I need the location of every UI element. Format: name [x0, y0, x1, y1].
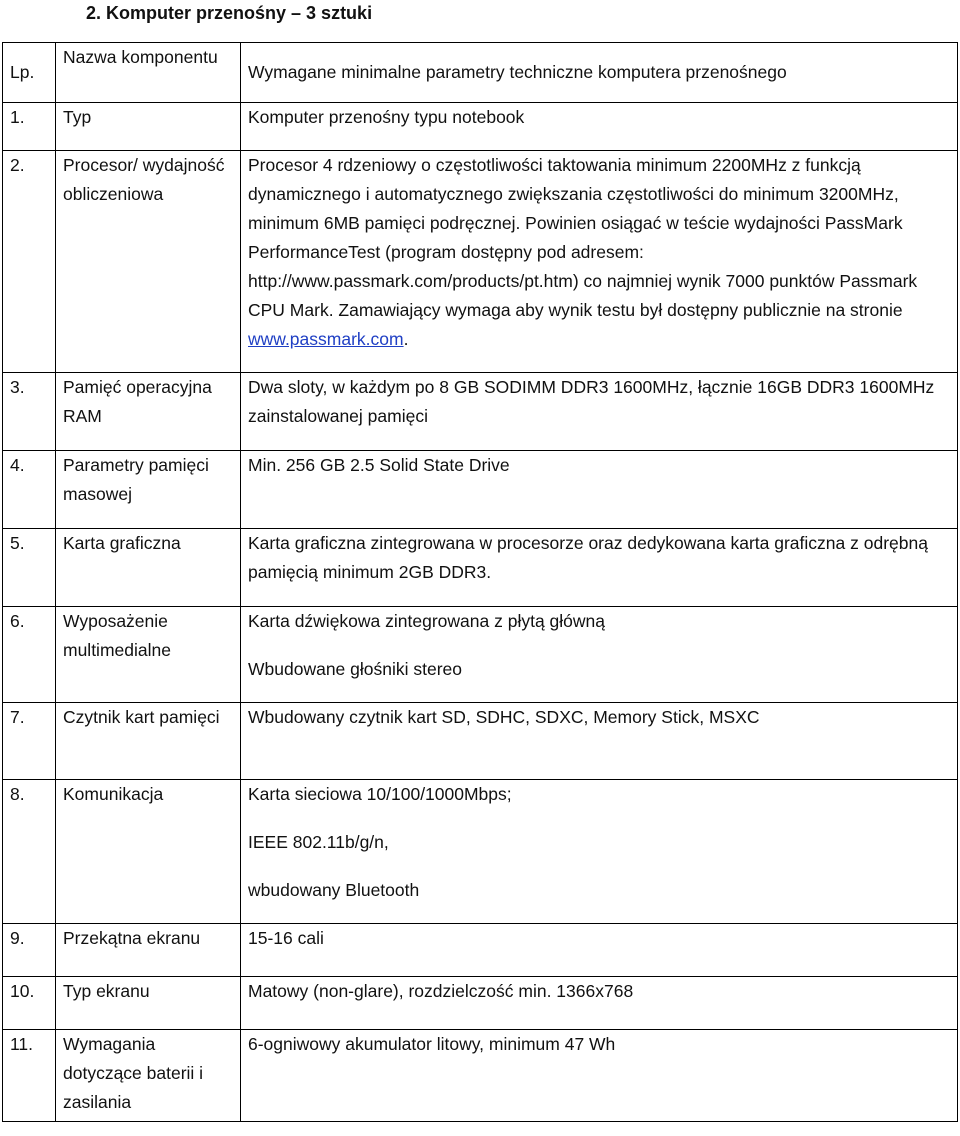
table-row: [3, 103, 958, 151]
component-name: Karta graficzna: [56, 529, 241, 607]
table-row: [3, 1030, 958, 1122]
component-requirements: [241, 151, 958, 373]
table-row: [3, 529, 958, 607]
table-row: [3, 607, 958, 703]
row-number: 7.: [3, 703, 56, 780]
row-number: 10.: [3, 977, 56, 1030]
component-requirements: [241, 780, 958, 924]
row-number: 6.: [3, 607, 56, 703]
component-requirements: [241, 607, 958, 703]
table-header-row: [3, 43, 958, 103]
component-name: Wyposażenie multimedialne: [56, 607, 241, 703]
header-lp: Lp.: [3, 43, 56, 103]
specification-table: [2, 42, 958, 1122]
table-row: [3, 373, 958, 451]
requirements-tail: .: [403, 329, 409, 349]
component-requirements: 6-ogniwowy akumulator litowy, minimum 47 Wh: [241, 1030, 958, 1122]
row-number: 2.: [3, 151, 56, 373]
requirements-line: Wbudowane głośniki stereo: [248, 659, 463, 679]
table-row: [3, 977, 958, 1030]
requirements-text: Procesor 4 rdzeniowy o częstotliwości taktowania minimum 2200MHz z funkcją dynamicznego i automatycznego zwiększania częstotliwości do minimum 3200MHz, minimum 6MB pamięci podręcznej. Powinien osiągać w teście wydajności PassMark PerformanceTest (program dostępny pod adresem: http://www.passmark.com/products/pt.htm) co najmniej wynik 7000 punktów Passmark CPU Mark. Zamawiający wymaga aby wynik testu był dostępny publicznie na stronie: [248, 155, 918, 320]
component-name: Typ: [56, 103, 241, 151]
row-number: 11.: [3, 1030, 56, 1122]
component-requirements: Wbudowany czytnik kart SD, SDHC, SDXC, Memory Stick, MSXC: [241, 703, 958, 780]
table-row: [3, 151, 958, 373]
header-requirements: Wymagane minimalne parametry techniczne komputera przenośnego: [241, 43, 958, 103]
header-component-name: Nazwa komponentu: [56, 43, 241, 103]
table-row: [3, 451, 958, 529]
component-name: Parametry pamięci masowej: [56, 451, 241, 529]
component-name: Pamięć operacyjna RAM: [56, 373, 241, 451]
passmark-link[interactable]: www.passmark.com: [248, 329, 404, 349]
requirements-line: wbudowany Bluetooth: [248, 880, 420, 900]
component-name: Wymagania dotyczące baterii i zasilania: [56, 1030, 241, 1122]
row-number: 5.: [3, 529, 56, 607]
component-requirements: 15-16 cali: [241, 924, 958, 977]
requirements-line: Karta sieciowa 10/100/1000Mbps;: [248, 784, 512, 804]
requirements-line: IEEE 802.11b/g/n,: [248, 832, 389, 852]
row-number: 8.: [3, 780, 56, 924]
section-heading: 2. Komputer przenośny – 3 sztuki: [86, 3, 373, 23]
component-requirements: Min. 256 GB 2.5 Solid State Drive: [241, 451, 958, 529]
row-number: 1.: [3, 103, 56, 151]
component-requirements: Karta graficzna zintegrowana w procesorze oraz dedykowana karta graficzna z odrębną pamięcią minimum 2GB DDR3.: [241, 529, 958, 607]
component-name: Czytnik kart pamięci: [56, 703, 241, 780]
component-requirements: Dwa sloty, w każdym po 8 GB SODIMM DDR3 1600MHz, łącznie 16GB DDR3 1600MHz zainstalowanej pamięci: [241, 373, 958, 451]
row-number: 9.: [3, 924, 56, 977]
row-number: 3.: [3, 373, 56, 451]
component-name: Procesor/ wydajność obliczeniowa: [56, 151, 241, 373]
component-name: Typ ekranu: [56, 977, 241, 1030]
row-number: 4.: [3, 451, 56, 529]
table-row: [3, 780, 958, 924]
component-name: Przekątna ekranu: [56, 924, 241, 977]
requirements-line: Karta dźwiękowa zintegrowana z płytą główną: [248, 611, 605, 631]
component-requirements: Matowy (non-glare), rozdzielczość min. 1366x768: [241, 977, 958, 1030]
table-row: [3, 924, 958, 977]
component-name: Komunikacja: [56, 780, 241, 924]
component-requirements: Komputer przenośny typu notebook: [241, 103, 958, 151]
table-row: [3, 703, 958, 780]
